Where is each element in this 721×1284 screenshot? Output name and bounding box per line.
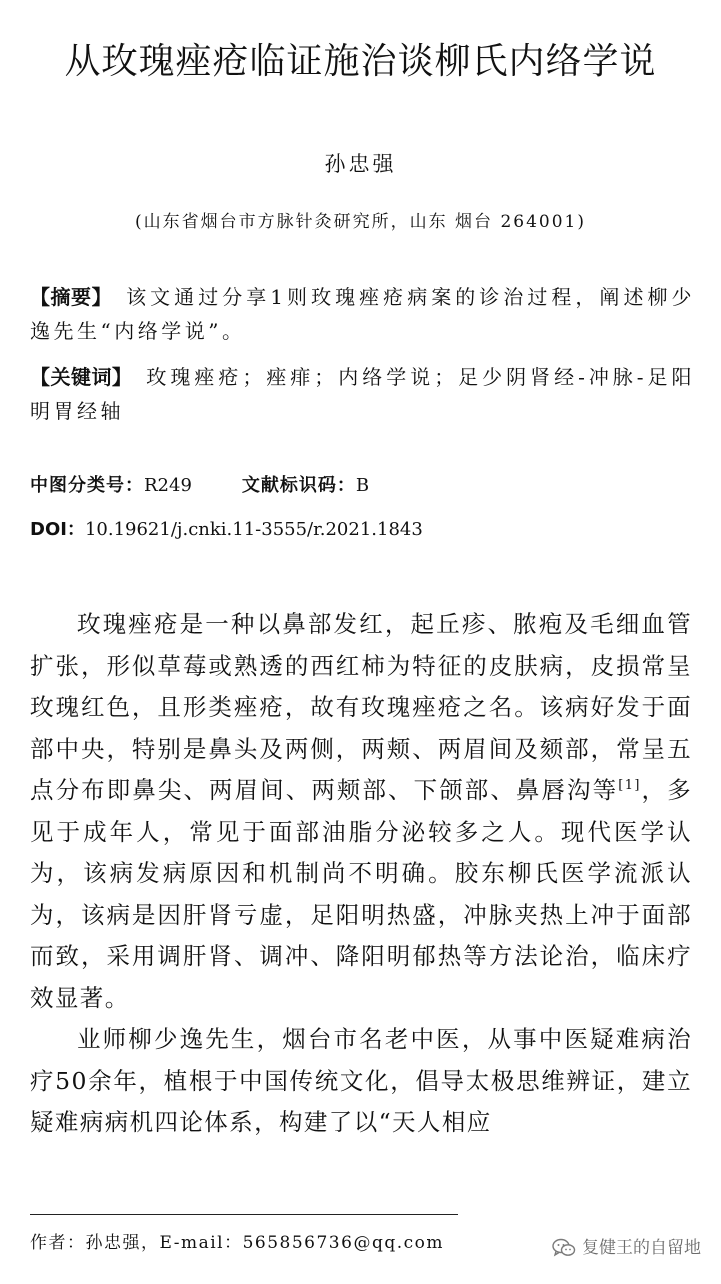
clc-label: 中图分类号： xyxy=(30,475,144,496)
wechat-watermark xyxy=(552,1234,701,1262)
doi-label: DOI： xyxy=(30,519,85,540)
author-name: 孙忠强 xyxy=(324,152,397,176)
footnote-divider xyxy=(30,1214,458,1215)
clc-value: R249 xyxy=(144,475,192,496)
document-code-label: 文献标识码： xyxy=(241,475,356,496)
article-title: 从玫瑰痤疮临证施治谈柳氏内络学说 xyxy=(64,41,657,82)
author-footnote: 作者：孙忠强，E-mail：565856736@qq.com xyxy=(30,1233,444,1253)
body-paragraph-2: 业师柳少逸先生，烟台市名老中医，从事中医疑难病治疗50余年，植根于中国传统文化，倡导太极思维辨证，建立疑难病病机四论体系，构建了以“天人相应 xyxy=(30,1025,692,1136)
body-paragraph-1-part-a: 玫瑰痤疮是一种以鼻部发红，起丘疹、脓疱及毛细血管扩张，形似草莓或熟透的西红柿为特征的皮肤病，皮损常呈玫瑰红色，且形类痤疮，故有玫瑰痤疮之名。该病好发于面部中央，特别是鼻头及两侧，两颊、两眉间及颏部，常呈五点分布即鼻尖、两眉间、两颊部、下颌部、鼻唇沟等 xyxy=(30,610,692,804)
abstract-keywords-block xyxy=(30,280,695,440)
document-code-value: B xyxy=(355,475,370,496)
body-paragraph-1 xyxy=(30,604,692,1019)
doi-line xyxy=(30,514,695,546)
keywords-label: 【关键词】 xyxy=(30,365,133,389)
author-affiliation: (山东省烟台市方脉针灸研究所，山东 烟台 264001) xyxy=(135,212,586,232)
body-text xyxy=(30,604,692,1144)
doi-value: 10.19621/j.cnki.11-3555/r.2021.1843 xyxy=(84,519,423,540)
keywords xyxy=(30,360,695,428)
citation-reference[interactable]: [1] xyxy=(618,778,641,794)
watermark-text: 复健王的自留地 xyxy=(582,1238,701,1258)
keywords-text: 玫瑰痤疮；痤痱；内络学说；足少阴肾经-冲脉-足阳明胃经轴 xyxy=(30,365,696,423)
classification-line xyxy=(30,470,695,502)
abstract-label: 【摘要】 xyxy=(30,285,113,309)
abstract xyxy=(30,280,695,348)
wechat-icon xyxy=(552,1238,576,1258)
body-paragraph-1-part-b: ，多见于成年人，常见于面部油脂分泌较多之人。现代医学认为，该病发病原因和机制尚不明确。胶东柳氏医学流派认为，该病是因肝肾亏虚，足阳明热盛，冲脉夹热上冲于面部而致，采用调肝肾、调冲、降阳明郁热等方法论治，临床疗效显著。 xyxy=(30,776,692,1012)
abstract-text: 该文通过分享1则玫瑰痤疮病案的诊治过程，阐述柳少逸先生“内络学说”。 xyxy=(30,285,696,343)
